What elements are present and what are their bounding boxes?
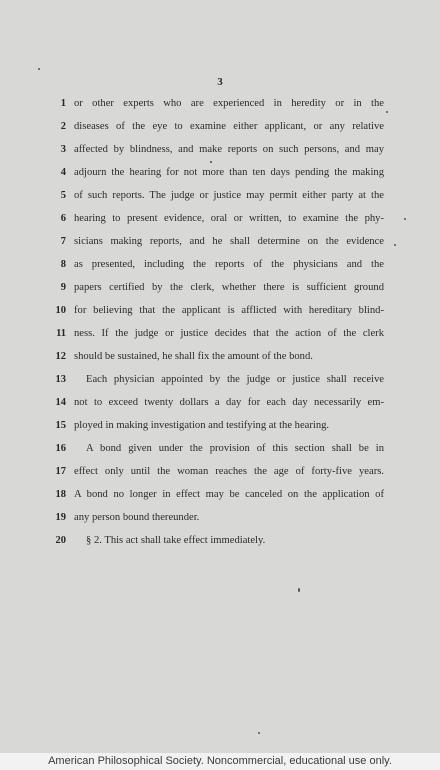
line-number: 11 <box>56 328 66 339</box>
bill-line <box>0 345 440 368</box>
line-number: 6 <box>60 213 66 224</box>
line-number: 15 <box>55 420 66 431</box>
bill-text <box>0 92 440 552</box>
line-text: Each physician appointed by the judge or justice shall receive <box>86 374 384 385</box>
line-text: ployed in making investigation and testifying at the hearing. <box>74 420 330 431</box>
bill-line <box>0 184 440 207</box>
bill-line <box>0 299 440 322</box>
bill-line <box>0 322 440 345</box>
line-number: 1 <box>60 98 66 109</box>
line-text: adjourn the hearing for not more than ten days pending the making <box>74 167 384 178</box>
dust-speck <box>210 161 212 163</box>
line-text: § 2. This act shall take effect immediately. <box>86 535 266 546</box>
bill-line <box>0 414 440 437</box>
line-number: 19 <box>55 512 66 523</box>
line-number: 9 <box>60 282 66 293</box>
bill-line <box>0 115 440 138</box>
bill-line <box>0 161 440 184</box>
line-number: 8 <box>60 259 66 270</box>
dust-speck <box>394 244 396 246</box>
line-number: 10 <box>55 305 66 316</box>
line-text: hearing to present evidence, oral or written, to examine the phy- <box>74 213 384 224</box>
bill-line <box>0 92 440 115</box>
line-number: 2 <box>60 121 66 132</box>
line-number: 16 <box>55 443 66 454</box>
line-number: 14 <box>55 397 66 408</box>
line-text: sicians making reports, and he shall determine on the evidence <box>74 236 384 247</box>
line-text: affected by blindness, and make reports on such persons, and may <box>74 144 384 155</box>
line-text: A bond given under the provision of this section shall be in <box>86 443 384 454</box>
line-text: or other experts who are experienced in heredity or in the <box>74 98 384 109</box>
line-text: of such reports. The judge or justice may permit either party at the <box>74 190 384 201</box>
archive-footer: American Philosophical Society. Noncommercial, educational use only. <box>0 753 440 770</box>
line-number: 5 <box>60 190 66 201</box>
line-text: A bond no longer in effect may be canceled on the application of <box>74 489 384 500</box>
bill-line <box>0 207 440 230</box>
line-text: as presented, including the reports of the physicians and the <box>74 259 384 270</box>
dust-speck <box>404 218 406 220</box>
line-text: for believing that the applicant is afflicted with hereditary blind- <box>74 305 384 316</box>
line-text: should be sustained, he shall fix the amount of the bond. <box>74 351 313 362</box>
line-number: 13 <box>55 374 66 385</box>
bill-line <box>0 230 440 253</box>
line-number: 7 <box>60 236 66 247</box>
bill-line <box>0 460 440 483</box>
line-text: papers certified by the clerk, whether there is sufficient ground <box>74 282 384 293</box>
bill-line <box>0 253 440 276</box>
bill-line <box>0 437 440 460</box>
dust-speck <box>298 588 300 592</box>
bill-line <box>0 391 440 414</box>
dust-speck <box>258 732 260 734</box>
line-number: 18 <box>55 489 66 500</box>
bill-line <box>0 368 440 391</box>
page-number: 3 <box>217 76 223 88</box>
bill-line <box>0 506 440 529</box>
line-number: 4 <box>60 167 66 178</box>
line-number: 20 <box>55 535 66 546</box>
line-text: any person bound thereunder. <box>74 512 200 523</box>
line-number: 12 <box>55 351 66 362</box>
bill-line <box>0 483 440 506</box>
line-text: not to exceed twenty dollars a day for each day necessarily em- <box>74 397 384 408</box>
bill-line <box>0 138 440 161</box>
line-text: diseases of the eye to examine either applicant, or any relative <box>74 121 384 132</box>
line-text: ness. If the judge or justice decides that the action of the clerk <box>74 328 384 339</box>
dust-speck <box>38 68 40 70</box>
bill-line <box>0 276 440 299</box>
line-text: effect only until the woman reaches the age of forty-five years. <box>74 466 384 477</box>
line-number: 17 <box>55 466 66 477</box>
line-number: 3 <box>60 144 66 155</box>
dust-speck <box>386 111 388 113</box>
bill-line <box>0 529 440 552</box>
